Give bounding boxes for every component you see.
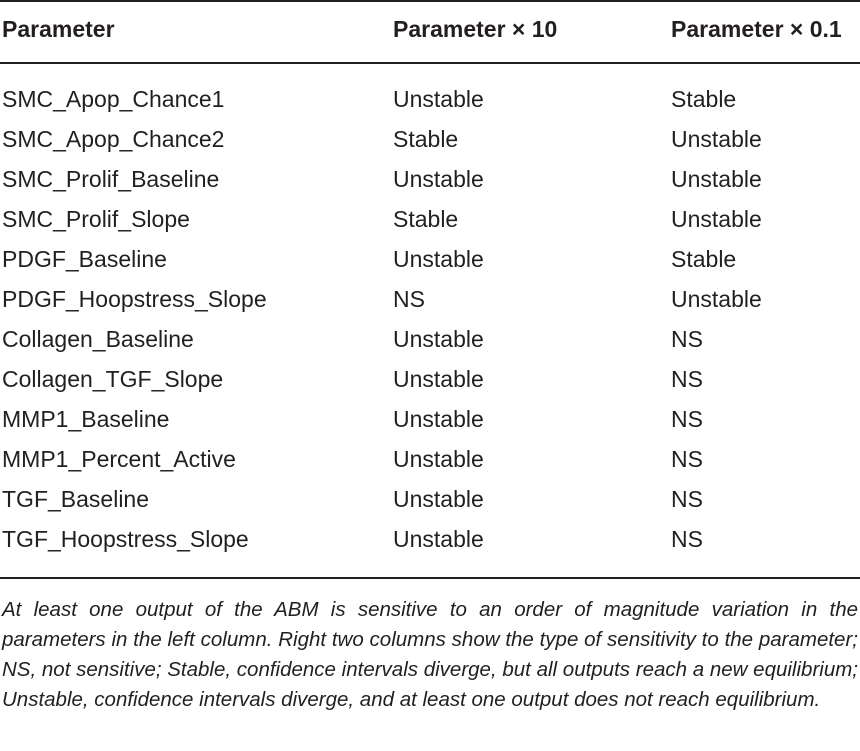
cell-parameter-x01: NS: [671, 326, 703, 352]
cell-parameter: PDGF_Hoopstress_Slope: [2, 286, 267, 312]
top-rule: [0, 0, 860, 2]
table-footnote: At least one output of the ABM is sensitive to an order of magnitude variation in the parameters in the left column. Right two columns show the type of sensitivity to the parameter; NS, not sensitive; Stable, confidence intervals diverge, but all outputs reach a new equilibrium; Unstable, confidence intervals diverge, and at least one output does not reach equilibrium.: [2, 598, 858, 711]
table-row: [0, 164, 860, 204]
table-row: [0, 204, 860, 244]
table-row: [0, 324, 860, 364]
table-row: [0, 484, 860, 524]
table-body: [0, 84, 860, 564]
cell-parameter: SMC_Apop_Chance2: [2, 126, 225, 152]
cell-parameter-x01: Stable: [671, 86, 737, 112]
cell-parameter: SMC_Prolif_Slope: [2, 206, 190, 232]
cell-parameter-x10: Unstable: [393, 86, 484, 112]
cell-parameter-x01: Unstable: [671, 286, 762, 312]
table-row: [0, 124, 860, 164]
header-parameter-x10: Parameter × 10: [393, 16, 558, 42]
cell-parameter-x10: Unstable: [393, 486, 484, 512]
cell-parameter-x10: Unstable: [393, 406, 484, 432]
header-parameter: Parameter: [2, 16, 115, 42]
cell-parameter-x01: Unstable: [671, 166, 762, 192]
cell-parameter-x01: Unstable: [671, 206, 762, 232]
cell-parameter-x10: Unstable: [393, 366, 484, 392]
table-row: [0, 284, 860, 324]
cell-parameter: TGF_Hoopstress_Slope: [2, 526, 249, 552]
cell-parameter-x01: NS: [671, 366, 703, 392]
table-row: [0, 84, 860, 124]
cell-parameter: SMC_Prolif_Baseline: [2, 166, 220, 192]
cell-parameter: PDGF_Baseline: [2, 246, 167, 272]
cell-parameter: TGF_Baseline: [2, 486, 150, 512]
table-header: [0, 16, 860, 48]
table-row: [0, 244, 860, 284]
cell-parameter-x01: NS: [671, 406, 703, 432]
table-row: [0, 444, 860, 484]
cell-parameter: MMP1_Percent_Active: [2, 446, 236, 472]
table-row: [0, 404, 860, 444]
cell-parameter-x10: Stable: [393, 206, 459, 232]
cell-parameter-x10: Stable: [393, 126, 459, 152]
header-parameter-x01: Parameter × 0.1: [671, 16, 842, 42]
cell-parameter-x01: NS: [671, 526, 703, 552]
cell-parameter-x10: Unstable: [393, 526, 484, 552]
cell-parameter-x01: NS: [671, 446, 703, 472]
cell-parameter: MMP1_Baseline: [2, 406, 170, 432]
header-rule: [0, 62, 860, 64]
cell-parameter-x10: NS: [393, 286, 425, 312]
cell-parameter: SMC_Apop_Chance1: [2, 86, 225, 112]
cell-parameter-x01: NS: [671, 486, 703, 512]
table-row: [0, 364, 860, 404]
cell-parameter-x10: Unstable: [393, 166, 484, 192]
cell-parameter-x10: Unstable: [393, 246, 484, 272]
bottom-rule: [0, 577, 860, 579]
cell-parameter-x10: Unstable: [393, 446, 484, 472]
cell-parameter-x01: Stable: [671, 246, 737, 272]
cell-parameter: Collagen_Baseline: [2, 326, 194, 352]
cell-parameter-x01: Unstable: [671, 126, 762, 152]
cell-parameter-x10: Unstable: [393, 326, 484, 352]
cell-parameter: Collagen_TGF_Slope: [2, 366, 224, 392]
table-row: [0, 524, 860, 564]
